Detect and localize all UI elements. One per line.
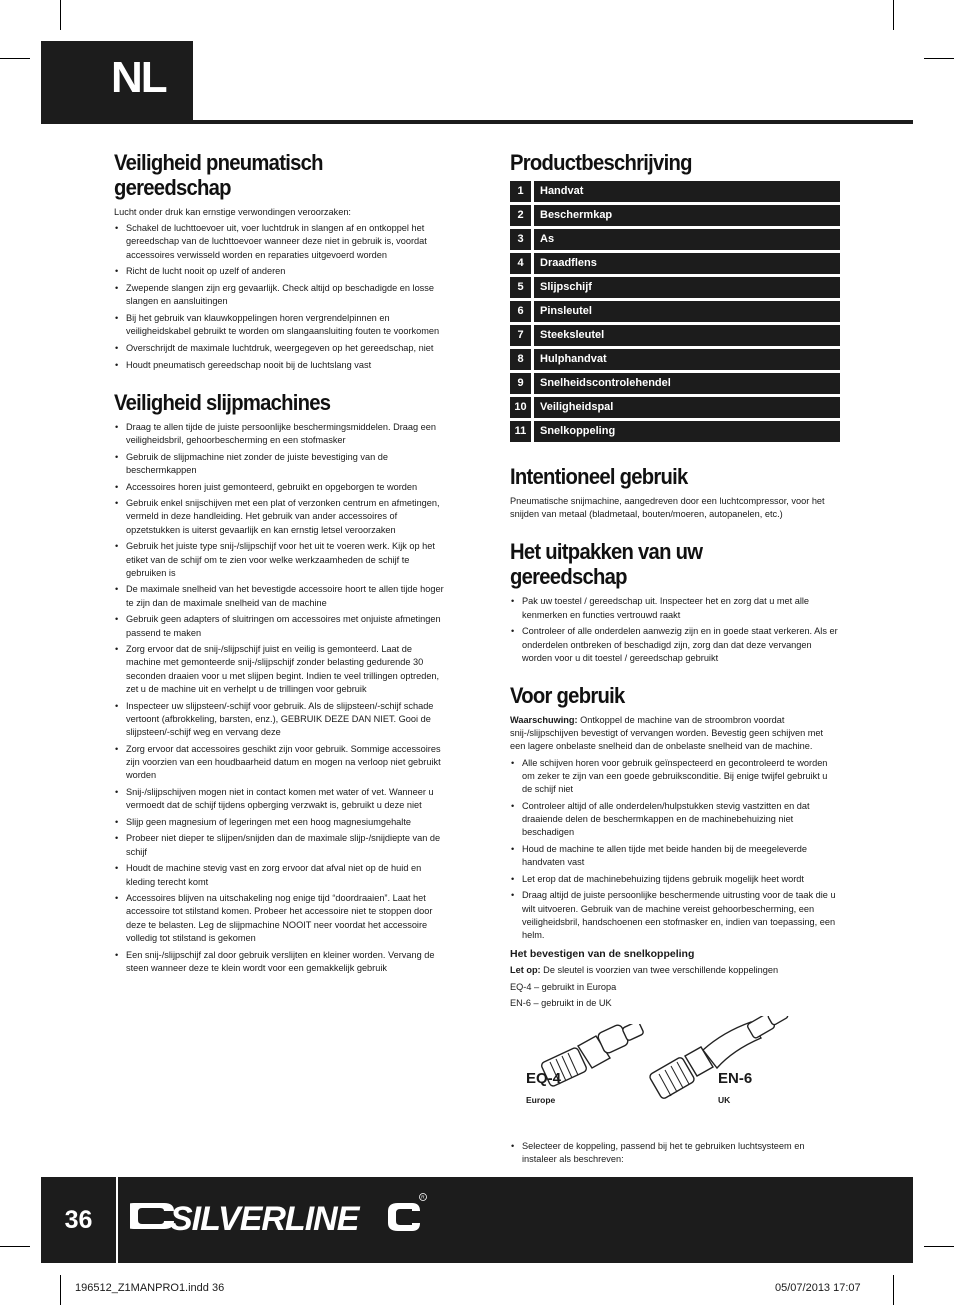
section-grinder-safety xyxy=(114,390,446,975)
note-label: Let op: xyxy=(510,965,541,976)
list-item: • Een snij-/slijpschijf zal door gebruik verslijten en kleiner worden. Vervang de steen wanneer deze te klein wordt voor een gemakkelijk gebruik xyxy=(114,949,446,975)
section-title: Het uitpakken van uw gereedschap xyxy=(510,539,703,590)
part-number: 10 xyxy=(510,397,531,418)
list-item: • Pak uw toestel / gereedschap uit. Inspecteer het en zorg dat u met alle kenmerken en functies vertrouwd raakt xyxy=(510,595,840,621)
list-item: • Houd de machine te allen tijde met beide handen bij de meegeleverde handvaten vast xyxy=(510,843,840,869)
part-label: Pinsleutel xyxy=(534,301,840,322)
list-item: • Gebruik het juiste type snij-/slijpschijf voor het uit te voeren werk. Kijk op het etiket van de schijf om te zien voor welke werkzaamheden de schijf te gebruiken is xyxy=(114,540,446,580)
part-label: Beschermkap xyxy=(534,205,840,226)
table-row xyxy=(510,253,840,274)
section-product-description xyxy=(510,150,840,442)
part-label: Steeksleutel xyxy=(534,325,840,346)
section-title: Intentioneel gebruik xyxy=(510,464,688,489)
table-row xyxy=(510,277,840,298)
section-text: Pneumatische snijmachine, aangedreven door een luchtcompressor, voor het snijden van metaal (bladmetaal, bouten/moeren, autopanelen, etc.) xyxy=(510,496,825,520)
file-slug: 196512_Z1MANPRO1.indd 36 xyxy=(75,1282,225,1294)
list-item: • Bij het gebruik van klauwkoppelingen horen vergrendelpinnen en veiligheidskabel gebruikt te worden om slangaansluiting fouten te voorkomen xyxy=(114,312,446,338)
part-number: 8 xyxy=(510,349,531,370)
section-title: Productbeschrijving xyxy=(510,150,692,175)
part-label: Handvat xyxy=(534,181,840,202)
list-item: • Zorg ervoor dat accessoires geschikt zijn voor gebruik. Sommige accessoires zijn voorzien van een houdbaarheid datum en mogen na verloop niet gebruikt worden xyxy=(114,743,446,783)
coupling-eq4-line: EQ-4 – gebruikt in Europa xyxy=(510,981,617,992)
bullet-list xyxy=(510,595,840,665)
table-row xyxy=(510,349,840,370)
list-item: • Controleer altijd of alle onderdelen/hulpstukken stevig vastzitten en dat draaiende delen de beschermkappen en de machinebehuizing niet beschadigen xyxy=(510,800,840,840)
part-number: 3 xyxy=(510,229,531,250)
list-item: • Slijp geen magnesium of legeringen met een hoog magnesiumgehalte xyxy=(114,816,446,829)
crop-mark xyxy=(0,1246,30,1247)
list-item: • Snij-/slijpschijven mogen niet in contact komen met water of vet. Wanneer u vermoedt dat de schijf tijdens opberging verzwakt is, gebruikt u deze niet xyxy=(114,786,446,812)
list-item: • Overschrijdt de maximale luchtdruk, weergegeven op het gereedschap, niet xyxy=(114,342,446,355)
part-label: As xyxy=(534,229,840,250)
list-item: • De maximale snelheid van het bevestigde accessoire hoort te allen tijde hoger te zijn dan de maximale snelheid van de machine xyxy=(114,583,446,609)
part-label: Slijpschijf xyxy=(534,277,840,298)
section-title: Veiligheid slijpmachines xyxy=(114,389,331,415)
section-title: Veiligheid pneumatisch gereedschap xyxy=(114,150,323,200)
part-label: Snelheidscontrolehendel xyxy=(534,373,840,394)
part-number: 4 xyxy=(510,253,531,274)
section-before-use xyxy=(510,683,840,1166)
en6-label: EN-6 xyxy=(718,1069,753,1087)
table-row xyxy=(510,325,840,346)
warning-text: Ontkoppel de machine van de stroombron voordat snij-/slijpschijven bevestigt of vervangen worden. Bevestig geen schijven met een lagere onbelaste snelheid dan de onbelaste snelheid van de machine. xyxy=(510,714,824,752)
eq4-label: EQ-4 xyxy=(526,1069,562,1087)
table-row xyxy=(510,397,840,418)
list-item: • Schakel de luchttoevoer uit, voer luchtdruk in slangen af en ontkoppel het gereedschap van de luchttoevoer wanneer deze niet in gebruik is, voordat accessoires verwisseld worden en reparaties uitgevoerd worden xyxy=(114,222,446,262)
list-item: • Accessoires horen juist gemonteerd, gebruikt en opgeborgen te worden xyxy=(114,481,446,494)
list-item: • Zwepende slangen zijn erg gevaarlijk. Check altijd op beschadigde en losse slangen en aansluitingen xyxy=(114,282,446,308)
crop-mark xyxy=(893,1275,894,1305)
footer-divider xyxy=(116,1177,118,1263)
part-label: Draadflens xyxy=(534,253,840,274)
part-label: Hulphandvat xyxy=(534,349,840,370)
part-number: 2 xyxy=(510,205,531,226)
list-item: • Probeer niet dieper te slijpen/snijden dan de maximale slijp-/snijdiepte van de schijf xyxy=(114,832,446,858)
eq4-region-label: Europe xyxy=(526,1094,556,1105)
list-item: • Gebruik de slijpmachine niet zonder de juiste bevestiging van de beschermkappen xyxy=(114,451,446,477)
bullet-list xyxy=(510,1140,840,1166)
date-slug: 05/07/2013 17:07 xyxy=(775,1282,861,1294)
silverline-logo xyxy=(130,1193,430,1243)
brand-wordmark: SILVERLINE xyxy=(170,1200,359,1238)
warning-paragraph xyxy=(510,714,840,754)
coupling-figure xyxy=(510,1024,840,1134)
crop-mark xyxy=(60,0,61,30)
list-item: • Houdt pneumatisch gereedschap nooit bij de luchtslang vast xyxy=(114,359,446,372)
part-number: 1 xyxy=(510,181,531,202)
bullet-list xyxy=(114,222,446,372)
list-item: • Richt de lucht nooit op uzelf of anderen xyxy=(114,265,446,278)
right-column xyxy=(510,150,840,1170)
note-text: De sleutel is voorzien van twee verschillende koppelingen xyxy=(540,965,779,976)
section-intended-use xyxy=(510,464,840,521)
table-row xyxy=(510,421,840,442)
page-number: 36 xyxy=(64,1205,93,1234)
list-item: • Inspecteer uw slijpsteen/-schijf voor gebruik. Als de slijpsteen/-schijf schade vertoont (afbrokkeling, barsten, enz.), GEBRUIK DEZE DAN NIET. Gooi de slijpsteen/-schijf weg en vervang deze xyxy=(114,700,446,740)
part-number: 11 xyxy=(510,421,531,442)
list-item: • Gebruik geen adapters of sluitringen om accessoires met onjuiste afmetingen passend te maken xyxy=(114,613,446,639)
crop-mark xyxy=(924,1246,954,1247)
crop-mark xyxy=(924,58,954,59)
part-number: 6 xyxy=(510,301,531,322)
list-item: • Let erop dat de machinebehuizing tijdens gebruik mogelijk heet wordt xyxy=(510,873,840,886)
table-row xyxy=(510,229,840,250)
crop-mark xyxy=(60,1275,61,1305)
list-item: • Zorg ervoor dat de snij-/slijpschijf juist en veilig is gemonteerd. Laat de machine met gemonteerde snij-/slijpschijf zonder belasting gedurende 30 seconden draaien voor u met slijpen begint. Indien te veel trillingen optreden, zet u de machine uit en verhelpt u de trillingen voor gebruik xyxy=(114,643,446,696)
section-unpacking xyxy=(510,539,840,665)
table-row xyxy=(510,301,840,322)
part-number: 7 xyxy=(510,325,531,346)
note-paragraph xyxy=(510,964,840,977)
list-item: • Draag altijd de juiste persoonlijke beschermende uitrusting voor de taak die u wilt uitvoeren. Gebruik van de machine vereist gehoorbescherming, een veiligheidsbril, handschoenen een stofmasker en, indien van toepassing, een helm. xyxy=(510,889,840,942)
en6-coupling-illustration xyxy=(645,1016,795,1106)
section-title: Voor gebruik xyxy=(510,682,625,708)
section-intro: Lucht onder druk kan ernstige verwondingen veroorzaken: xyxy=(114,207,351,217)
bullet-list xyxy=(510,757,840,943)
list-item: • Houdt de machine stevig vast en zorg ervoor dat afval niet op de huid en kleding terecht komt xyxy=(114,862,446,888)
coupling-en6-line: EN-6 – gebruikt in de UK xyxy=(510,997,612,1008)
header-rule xyxy=(41,120,913,124)
list-item: • Accessoires blijven na uitschakeling nog enige tijd “doordraaien”. Laat het accessoire tot stilstand komen. Probeer het accessoire niet te stoppen door deze te belasten. Leg de slijpmachine NOOIT neer voordat het accessoire volledig tot stilstand is gekomen xyxy=(114,892,446,945)
list-item: • Gebruik enkel snijschijven met een plat of verzonken centrum en afmetingen, vermeld in deze handleiding. Het gebruik van ander accessoires of opzetstukken is uiterst gevaarlijk en kan ernstig letsel veroorzaken xyxy=(114,497,446,537)
language-tab xyxy=(41,41,193,124)
table-row xyxy=(510,205,840,226)
coupling-subheading: Het bevestigen van de snelkoppeling xyxy=(510,948,695,961)
section-pneumatic-safety xyxy=(114,150,446,372)
warning-label: Waarschuwing: xyxy=(510,714,578,725)
part-number: 5 xyxy=(510,277,531,298)
part-label: Veiligheidspal xyxy=(534,397,840,418)
left-column xyxy=(114,150,446,978)
crop-mark xyxy=(893,0,894,30)
table-row xyxy=(510,181,840,202)
bullet-list xyxy=(114,421,446,975)
list-item: • Draag te allen tijde de juiste persoonlijke beschermingsmiddelen. Draag een veiligheidsbril, gehoorbescherming en een stofmasker xyxy=(114,421,446,447)
list-item: • Selecteer de koppeling, passend bij het te gebruiken luchtsysteem en instaleer als beschreven: xyxy=(510,1140,840,1166)
en6-region-label: UK xyxy=(718,1094,731,1105)
list-item: • Controleer of alle onderdelen aanwezig zijn en in goede staat verkeren. Als er onderdelen ontbreken of beschadigd zijn, zorg dan dat deze vervangen worden voor u dit toestel / gereedschap gebruikt xyxy=(510,625,840,665)
part-label: Snelkoppeling xyxy=(534,421,840,442)
product-parts-table xyxy=(510,181,840,442)
list-item: • Alle schijven horen voor gebruik geïnspecteerd en gecontroleerd te worden om zeker te zijn van een goede gebruiksconditie. Bij enige twijfel gebruikt u de schijf niet xyxy=(510,757,840,797)
svg-text:R: R xyxy=(421,1194,425,1200)
crop-mark xyxy=(0,58,30,59)
table-row xyxy=(510,373,840,394)
part-number: 9 xyxy=(510,373,531,394)
language-label: NL xyxy=(111,53,166,102)
